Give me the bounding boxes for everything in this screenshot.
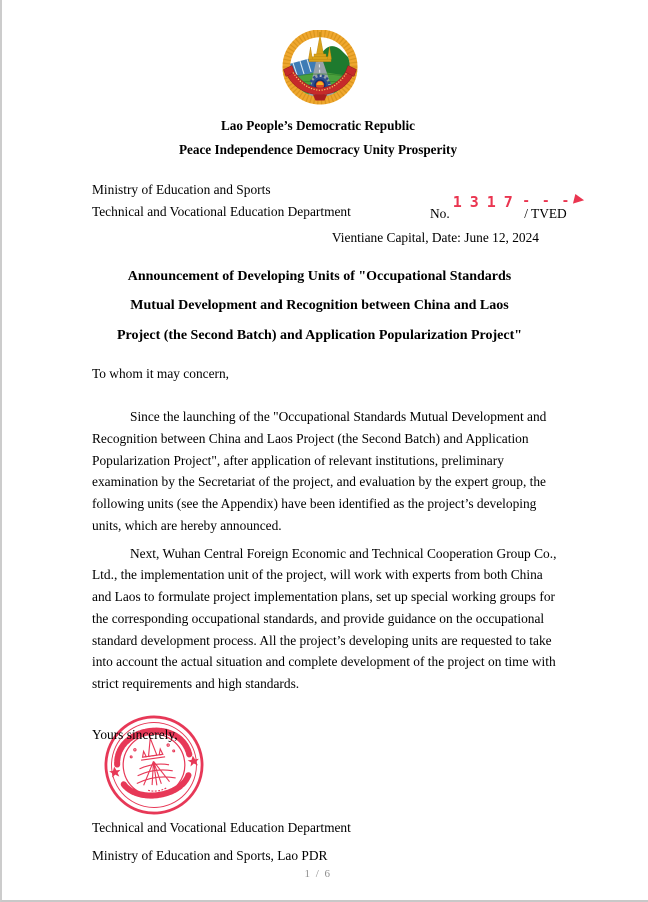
stamped-ref-number: 1317 <box>452 193 521 211</box>
ref-number-label: No. <box>430 206 450 221</box>
closing-line: Yours sincerely, <box>92 727 178 742</box>
ref-suffix: / TVED <box>524 206 567 221</box>
signature-ministry: Ministry of Education and Sports, Lao PDR <box>92 848 328 863</box>
stamped-dashes-group <box>522 193 584 209</box>
place-and-date: Vientiane Capital, Date: June 12, 2024 <box>331 230 539 245</box>
stamp-star-left-icon <box>109 766 122 778</box>
title-line-3: Project (the Second Batch) and Application Popularization Project" <box>116 327 523 343</box>
ministry-line: Ministry of Education and Sports <box>92 182 271 197</box>
title-line-1: Announcement of Developing Units of "Occupational Standards <box>127 269 512 284</box>
stamp-arrow-icon <box>573 194 585 206</box>
title-line-2: Mutual Development and Recognition between China and Laos <box>130 298 509 314</box>
signature-department: Technical and Vocational Education Department <box>92 820 351 835</box>
lao-national-emblem-icon <box>275 30 365 108</box>
ref-suffix-stack <box>522 194 572 222</box>
department-line: Technical and Vocational Education Department <box>92 204 351 219</box>
paragraph-2: Next, Wuhan Central Foreign Economic and Technical Cooperation Group Co., Ltd., the implementation unit of the project, will work with experts from both China and Laos to formulate project implementation plans, set up special working groups for the corresponding occupational standards, and provide guidance on the occupational standard development process. All the project’s developing units are requested to take into account the actual situation and complete development of the project on time with strict requirements and high standards. <box>92 545 557 691</box>
stamped-dashes: - - - <box>522 194 572 209</box>
page-indicator: 1 / 6 <box>304 868 332 880</box>
national-motto: Peace Independence Democracy Unity Prosperity <box>178 142 458 157</box>
reference-number <box>430 193 572 222</box>
department-seal-stamp <box>98 709 210 821</box>
paragraph-1: Since the launching of the "Occupational Standards Mutual Development and Recognition between China and Laos Project (the Second Batch) and Application Popularization Project", after application of relevant institutions, preliminary examination by the Secretariat of the project, and evaluation by the expert group, the following units (see the Appendix) have been identified as the project’s developing units, which are hereby announced. <box>92 409 547 533</box>
body-text <box>92 406 564 701</box>
header-block <box>2 114 634 162</box>
salutation: To whom it may concern, <box>92 366 230 381</box>
document-title <box>42 262 597 350</box>
country-name: Lao People’s Democratic Republic <box>221 118 415 133</box>
